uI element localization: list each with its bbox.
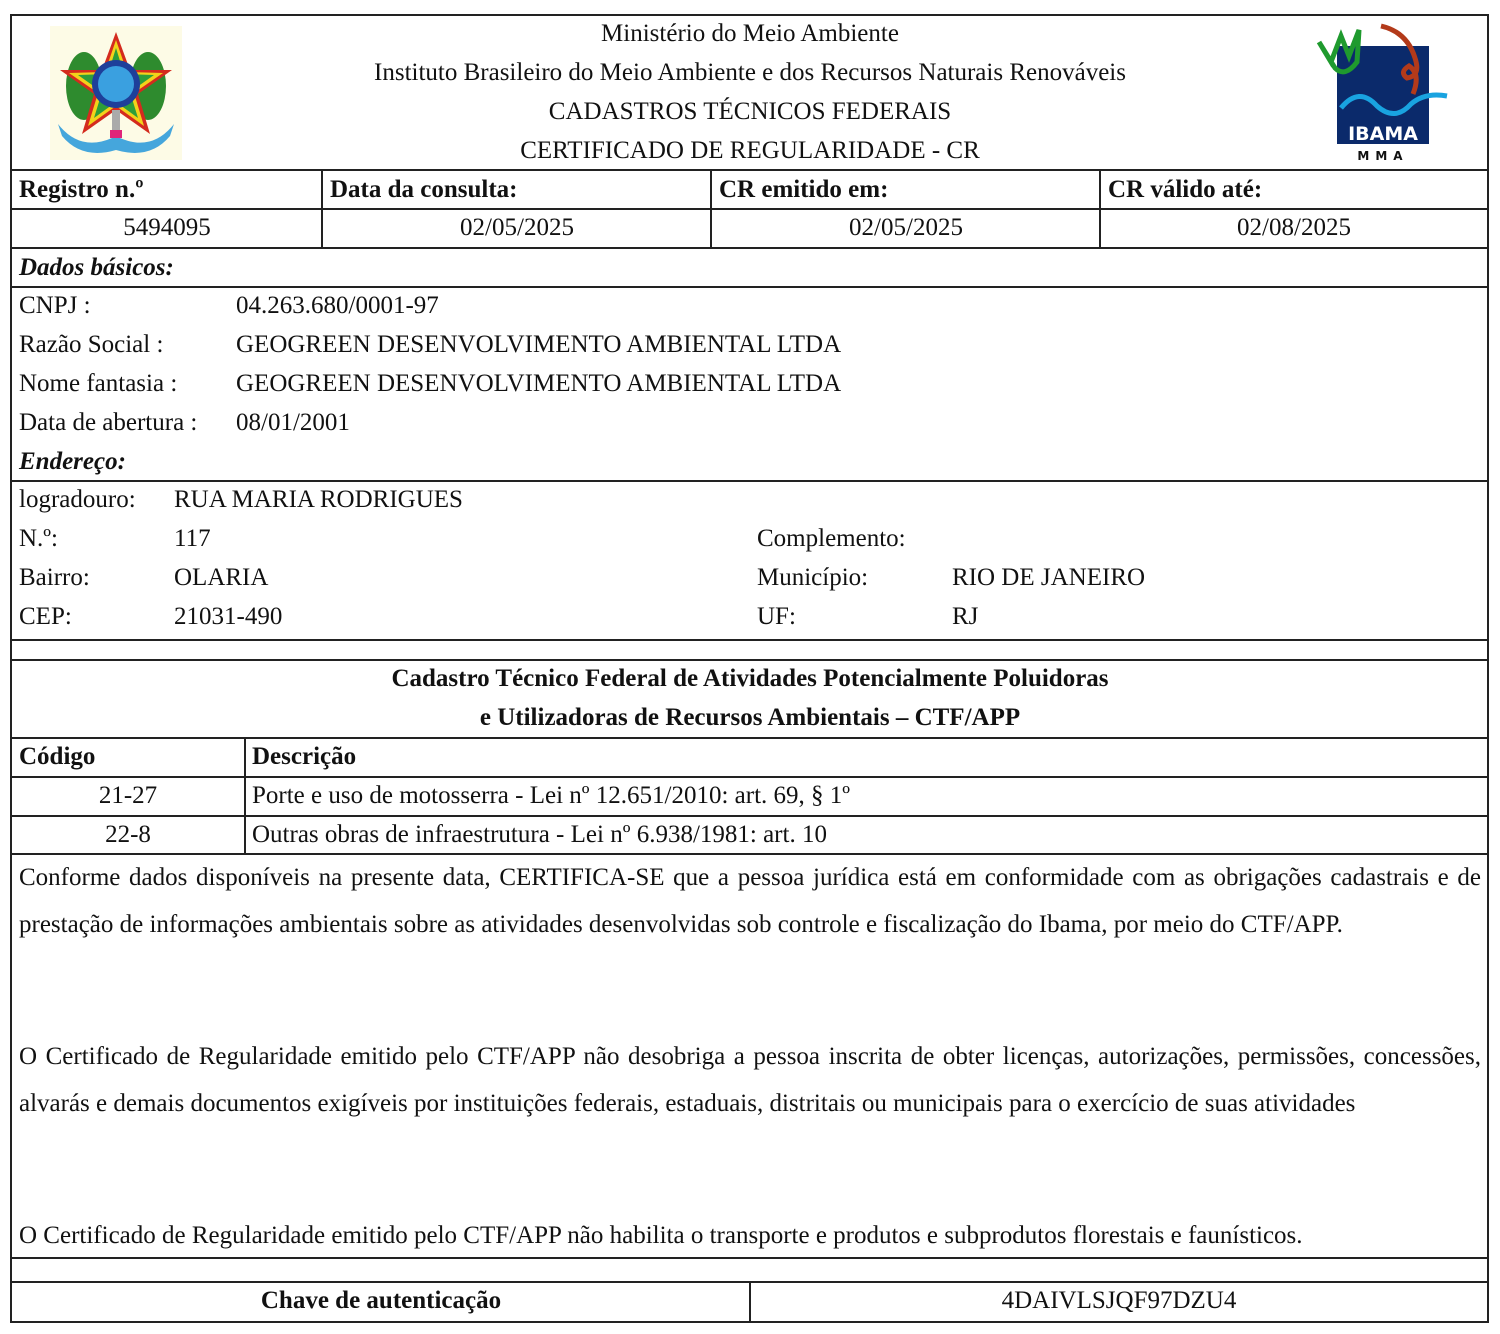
transport-disclaimer-paragraph: O Certificado de Regularidade emitido pelo CTF/APP não habilita o transporte e produtos e subprodutos florestais e faunísticos. — [19, 1222, 1303, 1249]
auth-key-value: 4DAIVLSJQF97DZU4 — [1001, 1287, 1237, 1314]
svg-text:MMA: MMA — [1357, 149, 1409, 163]
column-divider — [244, 737, 246, 854]
razao-social-label: Razão Social : — [19, 331, 164, 358]
cep-value: 21031-490 — [174, 603, 283, 630]
divider — [10, 776, 1489, 778]
logradouro-value: RUA MARIA RODRIGUES — [174, 486, 463, 513]
divider — [10, 815, 1489, 817]
disclaimer-paragraph: O Certificado de Regularidade emitido pelo CTF/APP não desobriga a pessoa inscrita de obter licenças, autorizações, permissões, concessões, alvarás e demais documentos exigíveis por instituições federais, estaduais, distritais ou municipais para o exercício de suas atividades — [19, 1043, 1481, 1117]
registro-label: Registro n.º — [19, 176, 144, 203]
cr-emitido-label: CR emitido em: — [719, 176, 889, 203]
nome-fantasia-label: Nome fantasia : — [19, 370, 178, 397]
bairro-value: OLARIA — [174, 564, 269, 591]
descricao-header: Descrição — [252, 743, 357, 770]
bairro-label: Bairro: — [19, 564, 90, 591]
data-abertura-value: 08/01/2001 — [236, 409, 350, 436]
ministry-title: Ministério do Meio Ambiente — [601, 20, 899, 47]
complemento-label: Complemento: — [757, 525, 906, 552]
ctf-title-line1: Cadastro Técnico Federal de Atividades Potencialmente Poluidoras — [391, 665, 1109, 692]
cep-label: CEP: — [19, 603, 72, 630]
divider — [10, 639, 1489, 641]
uf-value: RJ — [952, 603, 979, 630]
logradouro-label: logradouro: — [19, 486, 136, 513]
coat-of-arms-logo — [50, 26, 182, 160]
data-consulta-value: 02/05/2025 — [460, 214, 574, 241]
cr-emitido-value: 02/05/2025 — [849, 214, 963, 241]
cnpj-label: CNPJ : — [19, 292, 91, 319]
uf-label: UF: — [757, 603, 796, 630]
activity-description: Outras obras de infraestrutura - Lei nº 6.938/1981: art. 10 — [252, 821, 827, 848]
municipio-value: RIO DE JANEIRO — [952, 564, 1146, 591]
certificate-title: CERTIFICADO DE REGULARIDADE - CR — [520, 137, 980, 164]
divider — [10, 247, 1489, 249]
activity-code: 22-8 — [105, 821, 151, 848]
auth-key-label: Chave de autenticação — [260, 1287, 502, 1314]
cr-valido-value: 02/08/2025 — [1237, 214, 1351, 241]
registro-value: 5494095 — [123, 214, 211, 241]
municipio-label: Município: — [757, 564, 869, 591]
data-consulta-label: Data da consulta: — [330, 176, 518, 203]
razao-social-value: GEOGREEN DESENVOLVIMENTO AMBIENTAL LTDA — [236, 331, 842, 358]
cr-valido-label: CR válido até: — [1108, 176, 1263, 203]
numero-value: 117 — [174, 525, 211, 552]
activity-description: Porte e uso de motosserra - Lei nº 12.651/2010: art. 69, § 1º — [252, 782, 851, 809]
divider — [10, 480, 1489, 482]
ibama-logo — [1315, 22, 1453, 164]
institute-title: Instituto Brasileiro do Meio Ambiente e dos Recursos Naturais Renováveis — [374, 59, 1126, 86]
activity-code: 21-27 — [98, 782, 158, 809]
divider — [10, 1257, 1489, 1259]
address-heading: Endereço: — [19, 448, 126, 475]
divider — [10, 659, 1489, 661]
cnpj-value: 04.263.680/0001-97 — [236, 292, 439, 319]
divider — [10, 286, 1489, 288]
divider — [10, 208, 1489, 210]
ctf-title-line2: e Utilizadoras de Recursos Ambientais – CTF/APP — [479, 704, 1021, 731]
basic-data-heading: Dados básicos: — [19, 254, 174, 281]
codigo-header: Código — [19, 743, 96, 770]
data-abertura-label: Data de abertura : — [19, 409, 198, 436]
numero-label: N.º: — [19, 525, 59, 552]
divider — [10, 737, 1489, 739]
certification-paragraph: Conforme dados disponíveis na presente data, CERTIFICA-SE que a pessoa jurídica está em conformidade com as obrigações cadastrais e de prestação de informações ambientais sobre as atividades desenvolvidas sob controle e fiscalização do Ibama, por meio do CTF/APP. — [19, 864, 1481, 938]
ibama-logo-text: IBAMA — [1348, 123, 1418, 145]
divider — [10, 169, 1489, 171]
nome-fantasia-value: GEOGREEN DESENVOLVIMENTO AMBIENTAL LTDA — [236, 370, 842, 397]
registry-title: CADASTROS TÉCNICOS FEDERAIS — [548, 98, 952, 125]
